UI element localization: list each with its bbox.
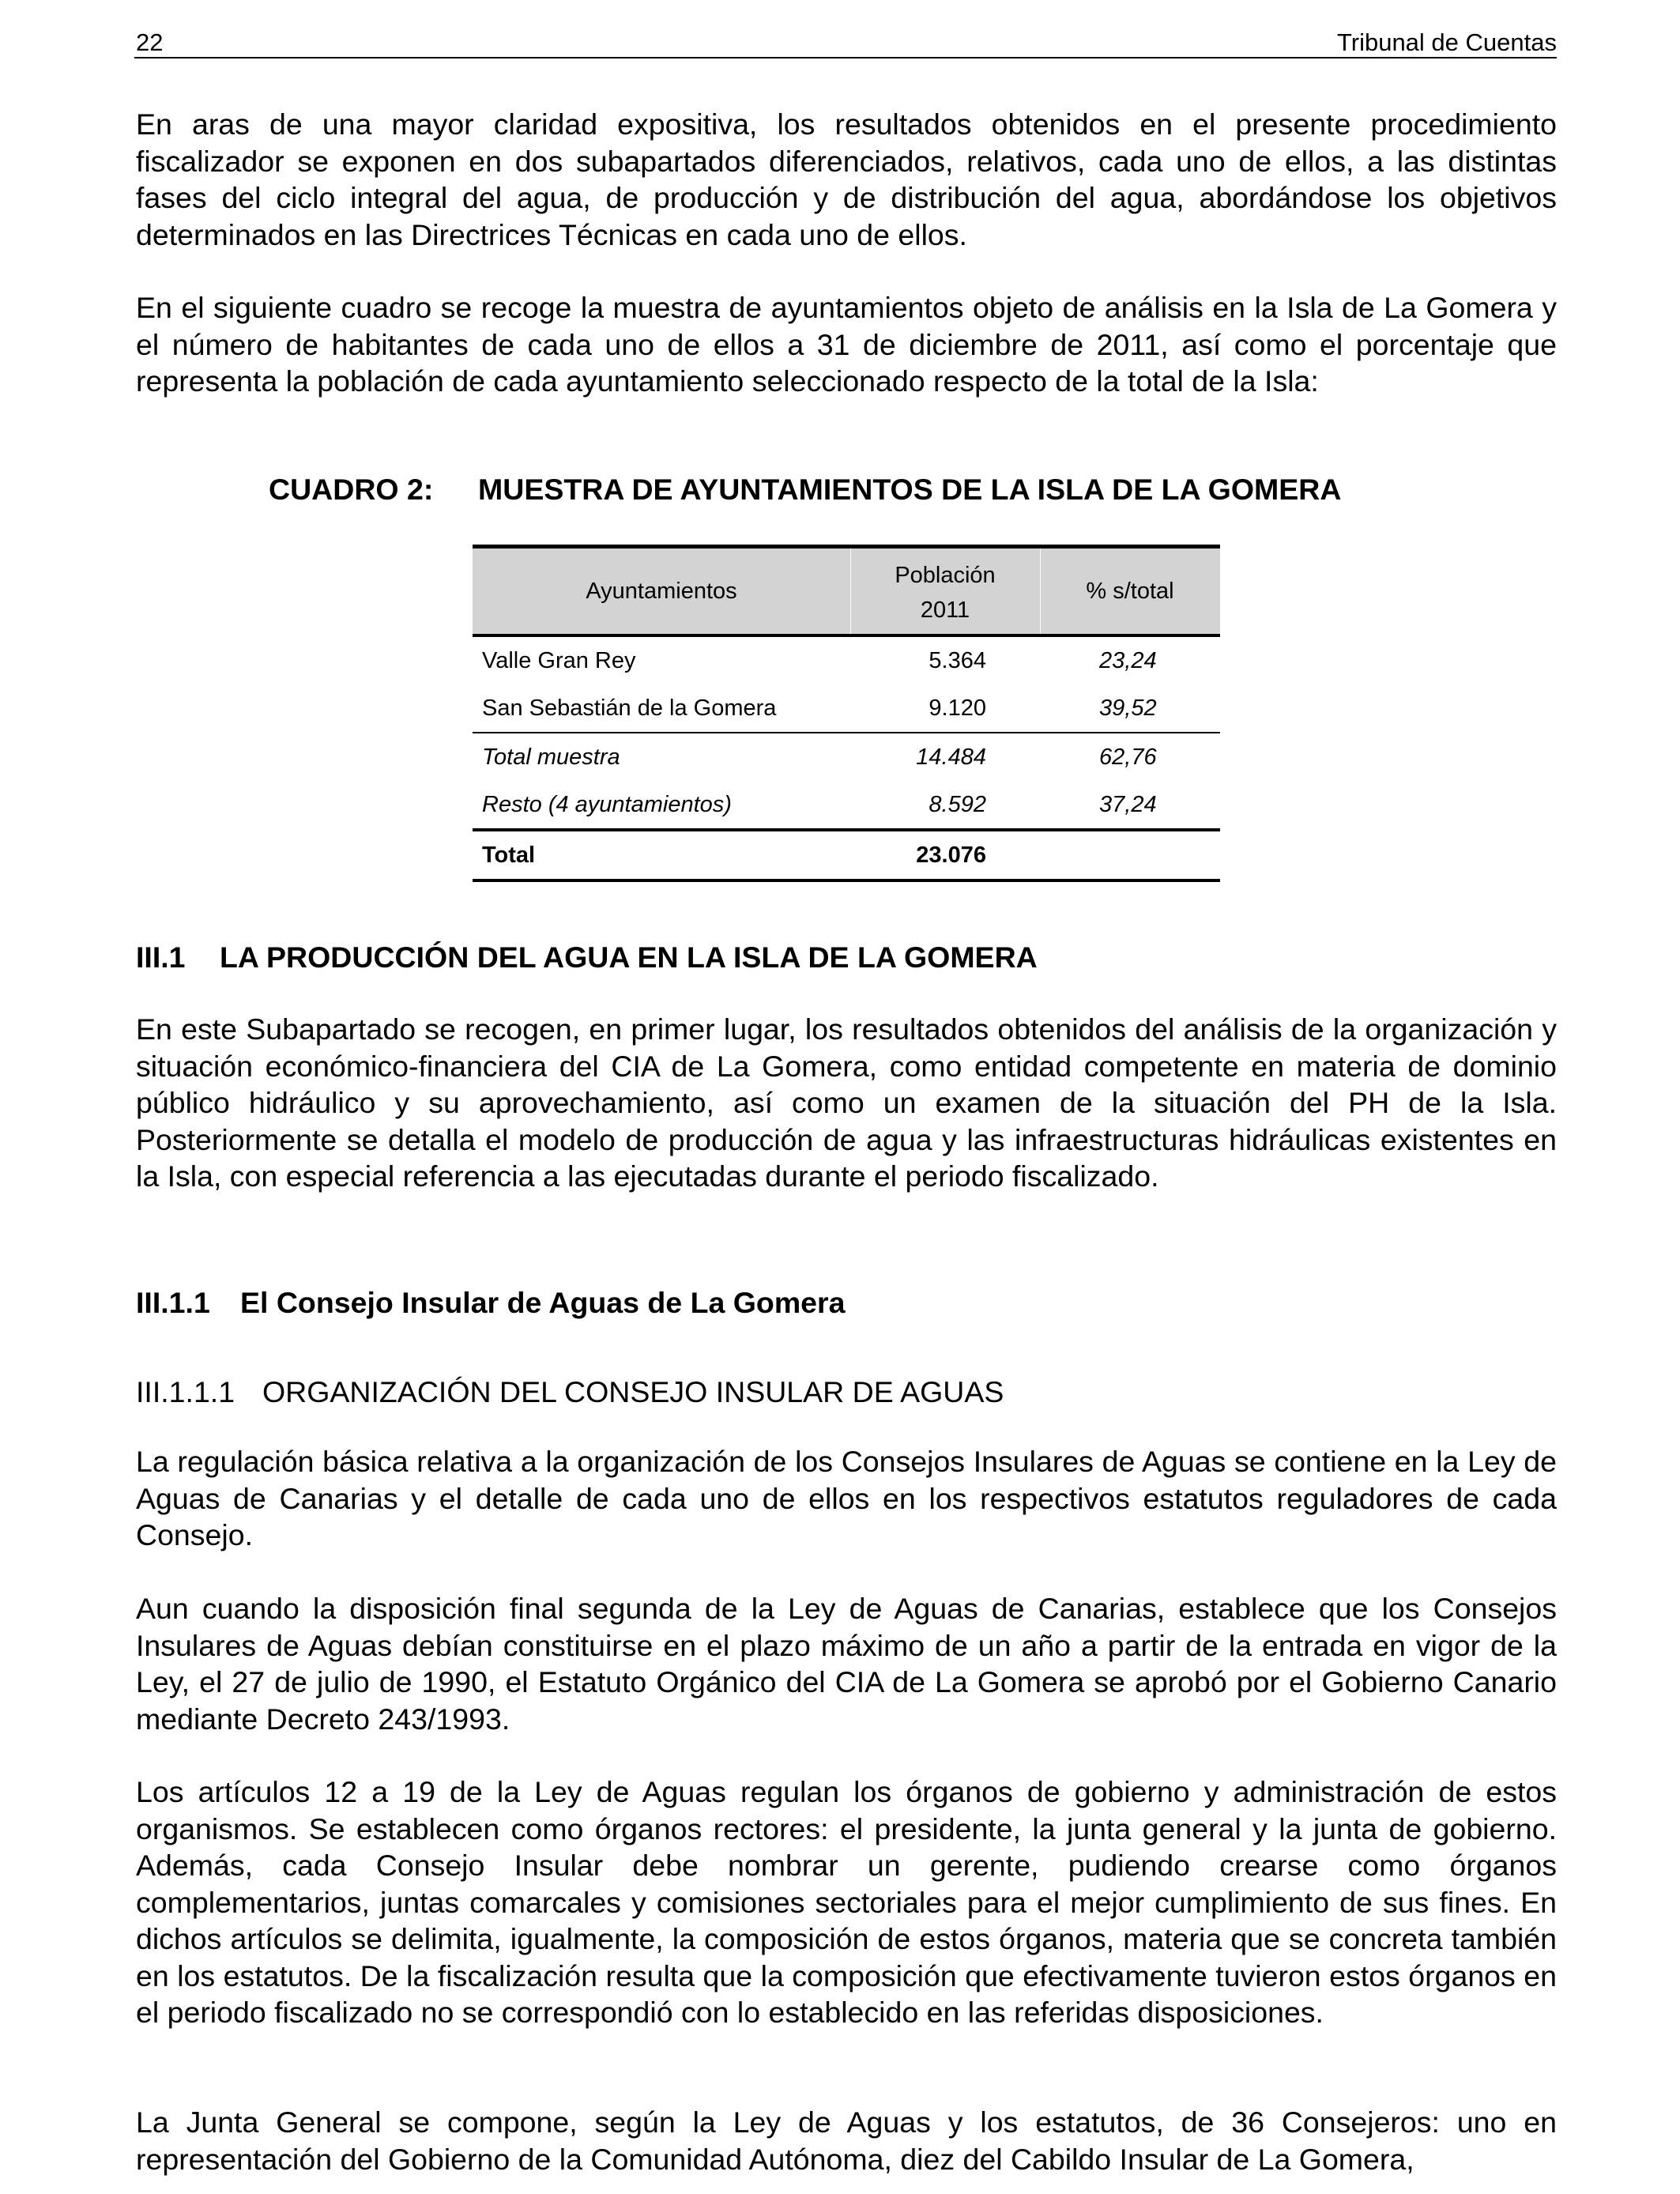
paragraph-table-intro: En el siguiente cuadro se recoge la muestra de ayuntamientos objeto de análisis en la Isla de La Gomera y el número de habitantes de cada uno de ellos a 31 de diciembre de 2011, así como el porcentaje que representa la población de cada ayuntamiento seleccionado respecto de la total de la Isla: — [136, 291, 1557, 398]
cell-population: 5.364 — [929, 648, 986, 673]
header-organization: Tribunal de Cuentas — [1336, 28, 1557, 56]
page-number: 22 — [136, 28, 164, 56]
section-heading — [136, 941, 1038, 974]
paragraph-intro: En aras de una mayor claridad expositiva, los resultados obtenidos en el presente procedimiento fiscalizador se exponen en dos subapartados diferenciados, relativos, cada uno de ellos, a las distintas fases del ciclo integral del agua, de producción y de distribución del agua, abordándose los objetivos determinados en las Directrices Técnicas en cada uno de ellos. — [136, 107, 1557, 251]
paragraph-disposicion: Aun cuando la disposición final segunda de la Ley de Aguas de Canarias, establece que los Consejos Insulares de Aguas debían constituirse en el plazo máximo de un año a partir de la entrada en vigor de la Ley, el 27 de julio de 1990, el Estatuto Orgánico del CIA de La Gomera se aprobó por el Gobierno Canario mediante Decreto 243/1993. — [136, 1592, 1557, 1736]
cell-name: Valle Gran Rey — [482, 648, 636, 673]
table-row — [473, 733, 1220, 781]
cell-percent: 39,52 — [1099, 696, 1157, 721]
subsection-number: III.1.1 — [136, 1286, 210, 1319]
cell-population: 9.120 — [929, 696, 986, 721]
section-title: LA PRODUCCIÓN DEL AGUA EN LA ISLA DE LA GOMERA — [220, 941, 1038, 974]
subsection-title: El Consejo Insular de Aguas de La Gomera — [240, 1286, 846, 1319]
cell-total-name: Total — [482, 843, 536, 868]
table-total-row — [473, 831, 1220, 879]
paragraph-subapartado: En este Subapartado se recogen, en primer lugar, los resultados obtenidos del análisis de la organización y situación económico-financiera del CIA de La Gomera, como entidad competente en materia de dominio público hidráulico y su aprovechamiento, así como un examen de la situación del PH de la Isla. Posteriormente se detalla el modelo de producción de agua y las infraestructuras hidráulicas existentes en la Isla, con especial referencia a las ejecutadas durante el periodo fiscalizado. — [136, 1012, 1557, 1193]
table-row — [473, 684, 1220, 732]
table-header-row — [473, 548, 1220, 634]
subsubsection-title: ORGANIZACIÓN DEL CONSEJO INSULAR DE AGUAS — [262, 1375, 1004, 1408]
cell-percent: 23,24 — [1099, 648, 1157, 673]
section-number: III.1 — [136, 941, 186, 974]
page-header — [134, 24, 1557, 58]
subsubsection-heading — [136, 1375, 1004, 1409]
table-caption-label: CUADRO 2: — [269, 473, 434, 506]
subsection-heading — [136, 1286, 845, 1320]
subsubsection-number: III.1.1.1 — [136, 1375, 235, 1408]
table-caption — [269, 473, 1341, 507]
paragraph-articulos: Los artículos 12 a 19 de la Ley de Aguas regulan los órganos de gobierno y administración de estos organismos. Se establecen como órganos rectores: el presidente, la junta general y la junta de gobierno. Además, cada Consejo Insular debe nombrar un gerente, pudiendo crearse como órganos complementarios, juntas comarcales y comisiones sectoriales para el mejor cumplimiento de sus fines. En dichos artículos se delimita, igualmente, la composición de estos órganos, materia que se concreta también en los estatutos. De la fiscalización resulta que la composición que efectivamente tuvieron estos órganos en el periodo fiscalizado no se correspondió con lo establecido en las referidas disposiciones. — [136, 1775, 1557, 2029]
paragraph-regulacion: La regulación básica relativa a la organización de los Consejos Insulares de Aguas se contiene en la Ley de Aguas de Canarias y el detalle de cada uno de ellos en los respectivos estatutos reguladores de cada Consejo. — [136, 1445, 1557, 1551]
header-ayuntamientos: Ayuntamientos — [586, 579, 737, 604]
header-poblacion-label: Población — [895, 563, 996, 588]
cell-total-population: 23.076 — [916, 843, 986, 868]
cell-population: 8.592 — [929, 792, 986, 817]
header-poblacion-year: 2011 — [920, 598, 970, 623]
table-row — [473, 637, 1220, 684]
header-percent: % s/total — [1086, 579, 1174, 604]
table-caption-title: MUESTRA DE AYUNTAMIENTOS DE LA ISLA DE LA GOMERA — [478, 473, 1342, 506]
cell-name: Resto (4 ayuntamientos) — [482, 792, 732, 817]
table-row — [473, 781, 1220, 828]
cell-name: Total muestra — [482, 745, 620, 770]
header-poblacion — [850, 558, 1040, 628]
paragraph-junta-general: La Junta General se compone, según la Ley de Aguas y los estatutos, de 36 Consejeros: uno en representación del Gobierno de la Comunidad Autónoma, diez del Cabildo Insular de La Gomera, — [136, 2105, 1557, 2176]
cell-percent: 37,24 — [1099, 792, 1157, 817]
cell-percent: 62,76 — [1099, 745, 1157, 770]
cell-name: San Sebastián de la Gomera — [482, 696, 777, 721]
population-table — [473, 545, 1220, 882]
cell-population: 14.484 — [916, 745, 986, 770]
